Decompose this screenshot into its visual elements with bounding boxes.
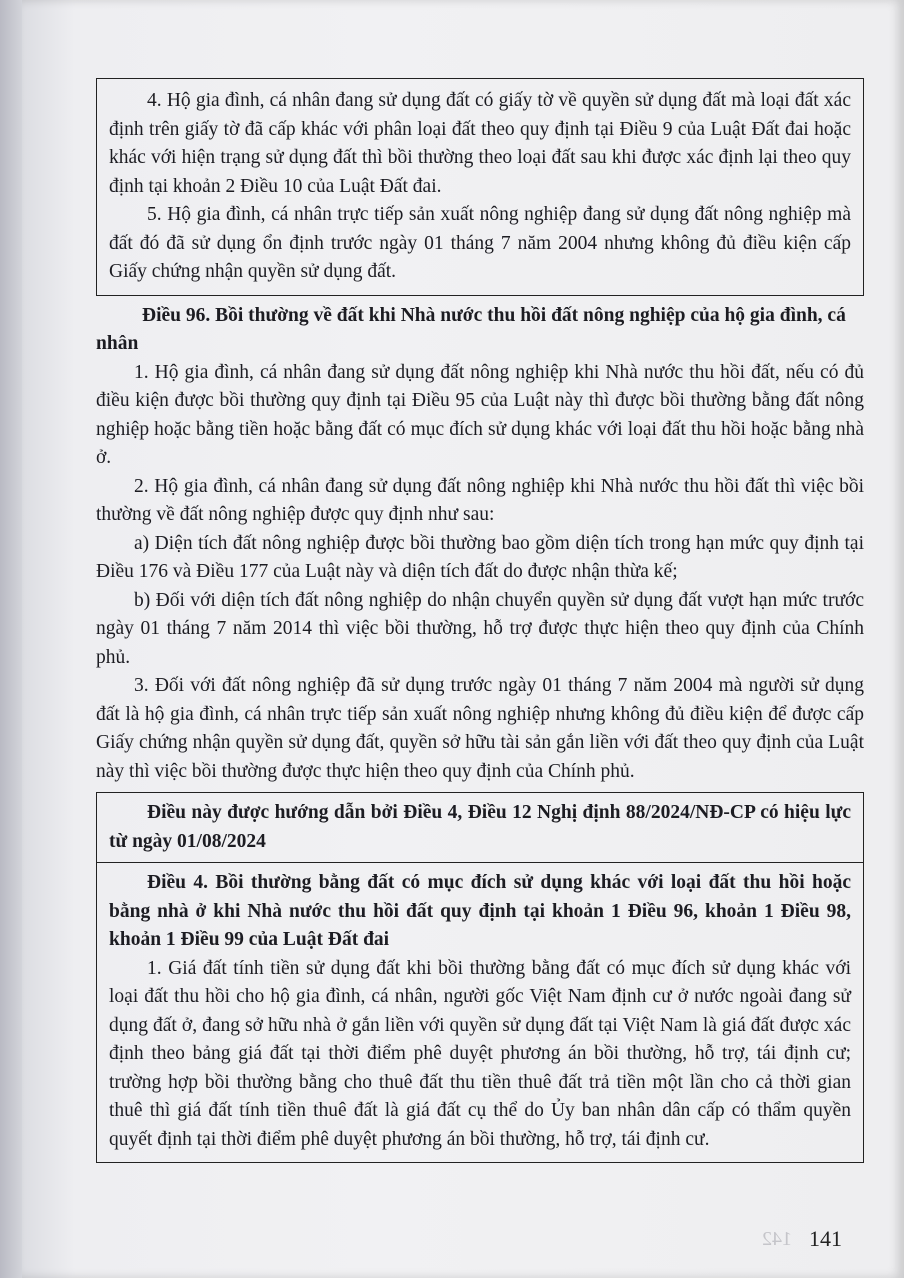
page-number: 141 <box>809 1226 842 1251</box>
book-spine-shadow <box>0 0 22 1278</box>
continued-article-box <box>96 78 864 296</box>
guidance-header: Điều này được hướng dẫn bởi Điều 4, Điều 12 Nghị định 88/2024/NĐ-CP có hiệu lực từ ngày 01/08/2024 <box>96 792 864 862</box>
article-96-clause-2: 2. Hộ gia đình, cá nhân đang sử dụng đất nông nghiệp khi Nhà nước thu hồi đất thì việc bồi thường về đất nông nghiệp được quy định như sau: <box>96 475 864 525</box>
clause-5: 5. Hộ gia đình, cá nhân trực tiếp sản xuất nông nghiệp đang sử dụng đất nông nghiệp mà đất đó đã sử dụng ổn định trước ngày 01 tháng 7 năm 2004 nhưng không đủ điều kiện cấp Giấy chứng nhận quyền sử dụng đất. <box>109 204 851 282</box>
decree-article-4-title: Điều 4. Bồi thường bằng đất có mục đích sử dụng khác với loại đất thu hồi hoặc bằng nhà ở khi Nhà nước thu hồi đất quy định tại khoản 1 Điều 96, khoản 1 Điều 98, khoản 1 Điều 99 của Luật Đất đai <box>109 872 851 950</box>
bleed-through-page-number: 142 <box>762 1228 792 1250</box>
clause-4: 4. Hộ gia đình, cá nhân đang sử dụng đất có giấy tờ về quyền sử dụng đất mà loại đất xác định trên giấy tờ đã cấp khác với phân loại đất theo quy định tại Điều 9 của Luật Đất đai hoặc khác với hiện trạng sử dụng đất thì bồi thường theo loại đất sau khi được xác định lại theo quy định tại khoản 2 Điều 10 của Luật Đất đai. <box>109 90 851 197</box>
article-96-clause-3: 3. Đối với đất nông nghiệp đã sử dụng trước ngày 01 tháng 7 năm 2004 mà người sử dụng đất là hộ gia đình, cá nhân trực tiếp sản xuất nông nghiệp nhưng không đủ điều kiện để được cấp Giấy chứng nhận quyền sử dụng đất, quyền sở hữu tài sản gắn liền với đất theo quy định của Luật này thì việc bồi thường được thực hiện theo quy định của Chính phủ. <box>96 675 864 782</box>
book-page <box>22 0 904 1278</box>
article-96-point-b: b) Đối với diện tích đất nông nghiệp do nhận chuyển quyền sử dụng đất vượt hạn mức trước ngày 01 tháng 7 năm 2014 thì việc bồi thường, hỗ trợ được thực hiện theo quy định của Chính phủ. <box>96 589 864 668</box>
guidance-body <box>96 862 864 1163</box>
article-96-clause-1: 1. Hộ gia đình, cá nhân đang sử dụng đất nông nghiệp khi Nhà nước thu hồi đất, nếu có đủ điều kiện được bồi thường quy định tại Điều 95 của Luật này thì được bồi thường bằng đất nông nghiệp hoặc bằng tiền hoặc bằng đất có mục đích sử dụng khác với loại đất thu hồi hoặc bằng nhà ở. <box>96 361 864 468</box>
decree-article-4-clause-1: 1. Giá đất tính tiền sử dụng đất khi bồi thường bằng đất có mục đích sử dụng khác với loại đất thu hồi cho hộ gia đình, cá nhân, người gốc Việt Nam định cư ở nước ngoài đang sử dụng đất ở, đang sở hữu nhà ở gắn liền với quyền sử dụng đất tại Việt Nam là giá đất được xác định theo bảng giá đất tại thời điểm phê duyệt phương án bồi thường, hỗ trợ, tái định cư; trường hợp bồi thường bằng cho thuê đất thu tiền thuê đất trả tiền một lần cho cả thời gian thuê thì giá đất tính tiền thuê đất là giá đất cụ thể do Ủy ban nhân dân cấp có thẩm quyền quyết định tại thời điểm phê duyệt phương án bồi thường, hỗ trợ, tái định cư. <box>109 957 851 1150</box>
article-96-title: Điều 96. Bồi thường về đất khi Nhà nước thu hồi đất nông nghiệp của hộ gia đình, cá nhân <box>96 304 846 354</box>
article-96-point-a: a) Diện tích đất nông nghiệp được bồi thường bao gồm diện tích trong hạn mức quy định tại Điều 176 và Điều 177 của Luật này và diện tích đất do được nhận thừa kế; <box>96 532 864 582</box>
guidance-box <box>96 792 864 1163</box>
page-content <box>96 78 864 1163</box>
